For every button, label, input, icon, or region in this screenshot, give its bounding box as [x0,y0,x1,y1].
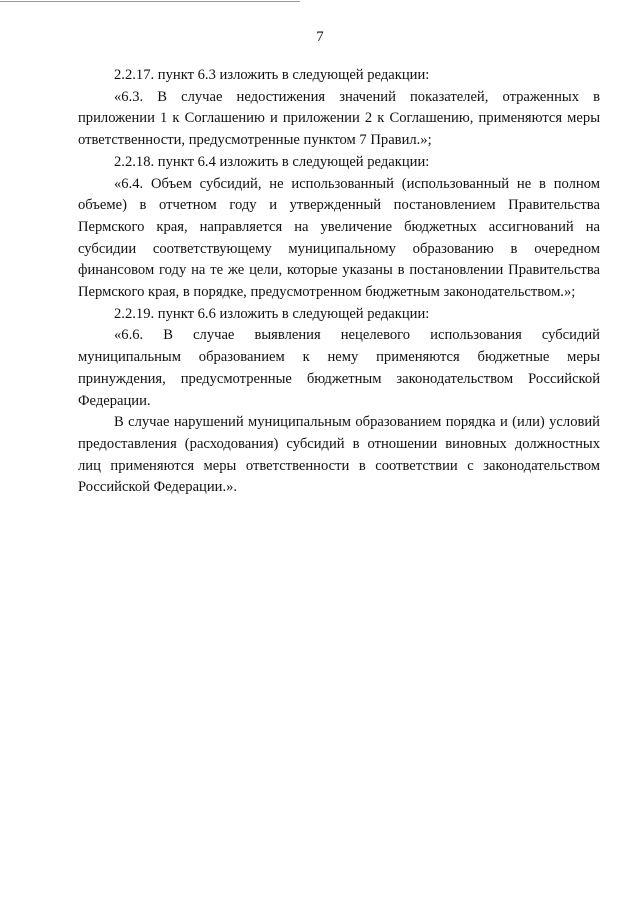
paragraph-2-2-17: 2.2.17. пункт 6.3 изложить в следующей редакции: [114,67,430,83]
document-body [78,65,600,499]
paragraph-6-3-text: «6.3. В случае недостижения значений показателей, отраженных в приложении 1 к Соглашению и приложении 2 к Соглашению, применяются меры ответственности, предусмотренные пунктом 7 Правил.»; [78,88,600,149]
paragraph-6-4-text: «6.4. Объем субсидий, не использованный (использованный не в полном объеме) в отчетном году и утвержденный постановлением Правительства Пермского края, направляется на увеличение бюджетных ассигнований на субсидии соответствующему муниципальному образованию в очередном финансовом году на те же цели, которые указаны в постановлении Правительства Пермского края, в порядке, предусмотренном бюджетным законодательством.»; [78,175,600,301]
top-rule [0,1,300,2]
paragraph-2-2-18: 2.2.18. пункт 6.4 изложить в следующей редакции: [114,153,430,170]
paragraph-6-6-text: «6.6. В случае выявления нецелевого использования субсидий муниципальным образованием к нему применяются бюджетные меры принуждения, предусмотренные бюджетным законодательством Российской Федерации. [78,327,600,409]
paragraph-6-6-second-clause: В случае нарушений муниципальным образованием порядка и (или) условий предоставления (расходования) субсидий в отношении виновных должностных лиц применяются меры ответственности в соответствии с законодательством Российской Федерации.». [78,414,600,496]
paragraph-2-2-19: 2.2.19. пункт 6.6 изложить в следующей редакции: [114,305,430,322]
page-number: 7 [316,29,324,45]
